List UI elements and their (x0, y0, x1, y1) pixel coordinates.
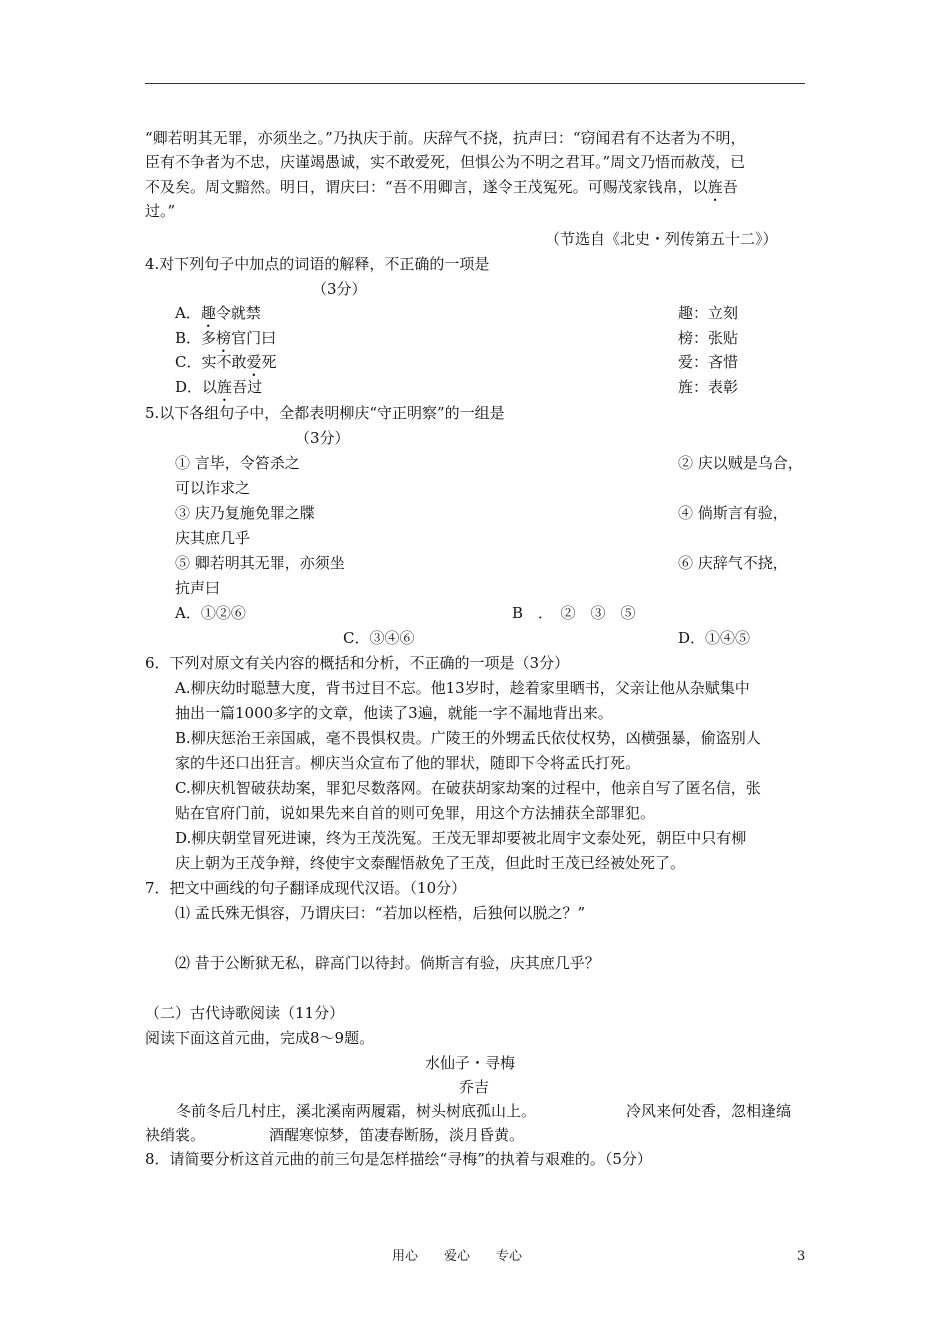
q5-choice-d: D．①④⑤ (678, 629, 751, 647)
source-citation: （节选自《北史・列传第五十二》） (545, 230, 778, 248)
q4-gloss-a: 趣：立刻 (678, 304, 739, 322)
q4-option-c: C．实不敢爱死 (175, 353, 277, 371)
poem-author: 乔吉 (459, 1078, 490, 1096)
dotted-char: 旌 (707, 178, 723, 196)
q5-choice-a: A．①②⑥ (175, 604, 246, 622)
q5-item-2-cont: 可以诈求之 (175, 479, 251, 497)
q7-sentence-2: ⑵ 昔于公断狱无私，辟高门以待封。倘斯言有验，庆其庶几乎？ (175, 954, 600, 972)
q5-item-4: ④ 倘斯言有验， (678, 504, 788, 522)
q4-gloss-d: 旌：表彰 (678, 378, 739, 396)
q5-item-6: ⑥ 庆辞气不挠， (678, 554, 788, 572)
q4-option-d: D．以旌吾过 (175, 378, 263, 396)
q5-item-3: ③ 庆乃复施免罪之牒 (175, 504, 315, 522)
q6-line: 庆上朝为王茂争辩，终使宇文泰醒悟赦免了王茂，但此时王茂已经被处死了。 (175, 854, 686, 872)
q4-option-b: B．多榜官门曰 (175, 329, 277, 347)
page-number: 3 (797, 1249, 806, 1264)
q6-line: A.柳庆幼时聪慧大度，背书过目不忘。他13岁时，趁着家里晒书，父亲让他从杂赋集中 (175, 679, 750, 697)
q6-stem: 6．下列对原文有关内容的概括和分析，不正确的一项是（3分） (145, 654, 570, 672)
q6-line: 抽出一篇1000多字的文章，他读了3遍，就能一字不漏地背出来。 (175, 704, 613, 722)
q5-stem: 5.以下各组句子中，全都表明柳庆“守正明察”的一组是 (145, 404, 505, 422)
passage-line-1: “卿若明其无罪，亦须坐之。”乃执庆于前。庆辞气不挠，抗声曰：“窃闻君有不达者为不明， (145, 129, 746, 147)
q4-stem: 4.对下列句子中加点的词语的解释，不正确的一项是 (145, 255, 490, 273)
passage-line-3: 不及矣。周文黯然。明日，谓庆曰：“吾不用卿言，遂令王茂冤死。可赐茂家钱帛，以旌吾 (145, 178, 738, 196)
poem-line-1b: 冷风来何处香，忽相逢缟 (626, 1102, 792, 1120)
section-heading: （二）古代诗歌阅读（11分） (145, 1004, 345, 1022)
q4-gloss-b: 榜：张贴 (678, 329, 739, 347)
q5-item-5: ⑤ 卿若明其无罪，亦须坐 (175, 554, 345, 572)
q6-line: 家的牛还口出狂言。柳庆当众宣布了他的罪状，随即下令将孟氏打死。 (175, 754, 641, 772)
footer-motto: 用心 爱心 专心 (392, 1249, 523, 1264)
q7-sentence-1: ⑴ 孟氏殊无惧容，乃谓庆曰：“若加以桎梏，后独何以脱之？” (175, 904, 586, 922)
passage-line-2: 臣有不争者为不忠，庆谨竭愚诚，实不敢爱死，但惧公为不明之君耳。”周文乃悟而赦茂，已 (145, 153, 746, 171)
q6-line: 贴在官府门前，说如果先来自首的则可免罪，用这个方法捕获全部罪犯。 (175, 804, 656, 822)
q7-stem: 7．把文中画线的句子翻译成现代汉语。（10分） (145, 879, 467, 897)
q6-line: C.柳庆机智破获劫案，罪犯尽数落网。在破获胡家劫案的过程中，他亲自写了匿名信，张 (175, 779, 761, 797)
q5-item-6-cont: 抗声曰 (175, 579, 221, 597)
poem-line-2b: 酒醒寒惊梦，笛凄春断肠，淡月昏黄。 (269, 1126, 525, 1144)
header-rule (145, 83, 805, 84)
q5-choice-b: B ． ② ③ ⑤ (512, 604, 636, 622)
poem-title: 水仙子・寻梅 (425, 1054, 516, 1072)
poem-line-1a: 冬前冬后几村庄，溪北溪南两履霜，树头树底孤山上。 (176, 1102, 537, 1120)
q5-choice-c: C．③④⑥ (343, 629, 415, 647)
q4-score: （3分） (312, 280, 367, 298)
q5-item-1: ① 言毕，令笞杀之 (175, 454, 300, 472)
q4-gloss-c: 爱：吝惜 (678, 353, 739, 371)
q6-line: B.柳庆惩治王亲国戚，毫不畏惧权贵。广陵王的外甥孟氏依仗权势，凶横强暴，偷盗别人 (175, 729, 761, 747)
poetry-instruction: 阅读下面这首元曲，完成8～9题。 (145, 1029, 375, 1047)
poem-line-2a: 袂绡裳。 (145, 1126, 206, 1144)
q4-option-a: A．趣令就禁 (175, 304, 261, 322)
passage-line-4: 过。” (145, 202, 176, 220)
q6-line: D.柳庆朝堂冒死进谏，终为王茂洗冤。王茂无罪却要被北周宇文泰处死，朝臣中只有柳 (175, 829, 747, 847)
q5-item-2: ② 庆以贼是乌合， (678, 454, 803, 472)
q5-item-4-cont: 庆其庶几乎 (175, 529, 251, 547)
q8-stem: 8．请简要分析这首元曲的前三句是怎样描绘“寻梅”的执着与艰难的。（5分） (145, 1150, 652, 1168)
q5-score: （3分） (295, 429, 350, 447)
